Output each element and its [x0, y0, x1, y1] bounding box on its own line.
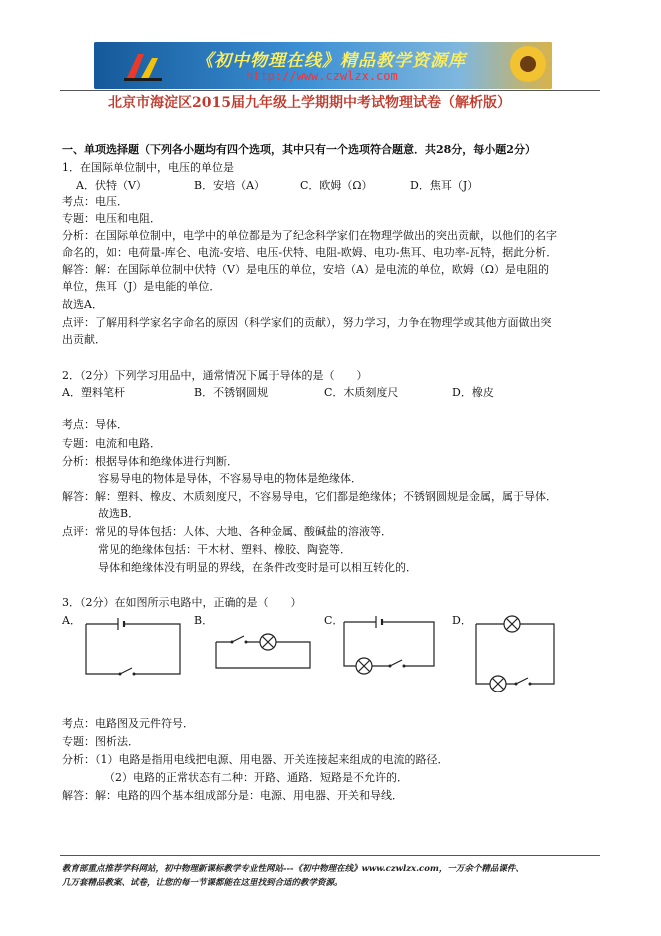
q1-kaodian: 考点：电压．: [62, 195, 128, 208]
document-title: 北京市海淀区2015届九年级上学期期中考试物理试卷（解析版）: [108, 95, 511, 111]
q1-fenxi-2: 命名的，如：电荷量-库仑、电流-安培、电压-伏特、电阻-欧姆、电功-焦耳、电功率-瓦特，据此分析．: [62, 246, 558, 259]
section-heading: 一、单项选择题（下列各小题均有四个选项，其中只有一个选项符合题意．共28分，每小题2分）: [62, 143, 536, 156]
logo-icon: [122, 48, 166, 84]
q1-dianping-1: 点评：了解用科学家名字命名的原因（科学家们的贡献），努力学习，力争在物理学或其他方面做出突: [62, 316, 552, 329]
q2-option-b: B．不锈钢圆规: [194, 386, 269, 399]
q2-fenxi-2: 容易导电的物体是导体，不容易导电的物体是绝缘体．: [98, 472, 362, 485]
q1-option-c: C．欧姆（Ω）: [300, 179, 373, 192]
circuit-diagram-a: [84, 616, 184, 678]
q1-jieda-2: 单位，焦耳（J）是电能的单位．: [62, 280, 221, 293]
q2-option-a: A．塑料笔杆: [62, 386, 125, 399]
q1-dianping-2: 出贡献．: [62, 333, 106, 346]
banner-title: 《初中物理在线》精品教学资源库: [196, 51, 466, 71]
q2-dianping-3: 导体和绝缘体没有明显的界线，在条件改变时是可以相互转化的．: [98, 561, 417, 574]
sunflower-icon: [502, 42, 552, 89]
q2-dianping-1: 点评：常见的导体包括：人体、大地、各种金属、酸碱盐的溶液等．: [62, 525, 392, 538]
q2-dianping-2: 常见的绝缘体包括：干木材、塑料、橡胶、陶瓷等．: [98, 543, 351, 556]
q2-option-d: D．橡皮: [452, 386, 494, 399]
site-banner: [94, 42, 552, 89]
q3-jieda-1: 解答：解：电路的四个基本组成部分是：电源、用电器、开关和导线．: [62, 789, 403, 802]
q1-option-d: D．焦耳（J）: [410, 179, 479, 192]
q1-answer: 故选A．: [62, 298, 103, 311]
q1-option-a: A．伏特（V）: [76, 179, 147, 192]
q1-option-b: B．安培（A）: [194, 179, 266, 192]
circuit-diagram-d: [474, 614, 556, 692]
footer-rule: [60, 855, 600, 856]
footer-line-2: 几万套精品教案、试卷，让您的每一节课都能在这里找到合适的教学资源。: [62, 878, 343, 888]
q1-fenxi-1: 分析：在国际单位制中，电学中的单位都是为了纪念科学家们在物理学做出的突出贡献，以他们的名字: [62, 229, 557, 242]
q3-fenxi-1: 分析：（1）电路是指用电线把电源、用电器、开关连接起来组成的电流的路径．: [62, 753, 449, 766]
q2-fenxi-1: 分析：根据导体和绝缘体进行判断．: [62, 455, 238, 468]
footer-line-1: 教育部重点推荐学科网站，初中物理新课标教学专业性网站---《初中物理在线》www.czwlzx.com，一万余个精品课件、: [62, 864, 524, 874]
q2-zhuanti: 专题：电流和电路．: [62, 437, 161, 450]
q3-label-b: B．: [194, 614, 214, 627]
q3-zhuanti: 专题：图析法．: [62, 735, 139, 748]
q3-label-d: D．: [452, 614, 472, 627]
q1-stem: 1．在国际单位制中，电压的单位是: [62, 161, 234, 174]
q3-label-a: A．: [62, 614, 81, 627]
q2-option-c: C．木质刻度尺: [324, 386, 399, 399]
q3-stem: 3．（2分）在如图所示电路中，正确的是（ ）: [62, 596, 302, 609]
header-rule: [60, 90, 600, 91]
circuit-diagram-b: [214, 616, 314, 672]
q2-jieda-1: 解答：解：塑料、橡皮、木质刻度尺，不容易导电，它们都是绝缘体；不锈钢圆规是金属，属于导体．: [62, 490, 557, 503]
q1-zhuanti: 专题：电压和电阻．: [62, 212, 161, 225]
q1-jieda-1: 解答：解：在国际单位制中伏特（V）是电压的单位，安培（A）是电流的单位，欧姆（Ω）是电阻的: [62, 263, 550, 276]
q3-label-c: C．: [324, 614, 344, 627]
q2-kaodian: 考点：导体．: [62, 418, 128, 431]
circuit-diagram-c: [342, 616, 438, 676]
q2-answer: 故选B．: [98, 507, 140, 520]
q3-kaodian: 考点：电路图及元件符号．: [62, 717, 194, 730]
q3-fenxi-2: （2）电路的正常状态有二种：开路、通路．短路是不允许的．: [104, 771, 408, 784]
banner-url[interactable]: http://www.czwlzx.com: [246, 69, 398, 83]
q2-stem: 2．（2分）下列学习用品中，通常情况下属于导体的是（ ）: [62, 369, 368, 382]
